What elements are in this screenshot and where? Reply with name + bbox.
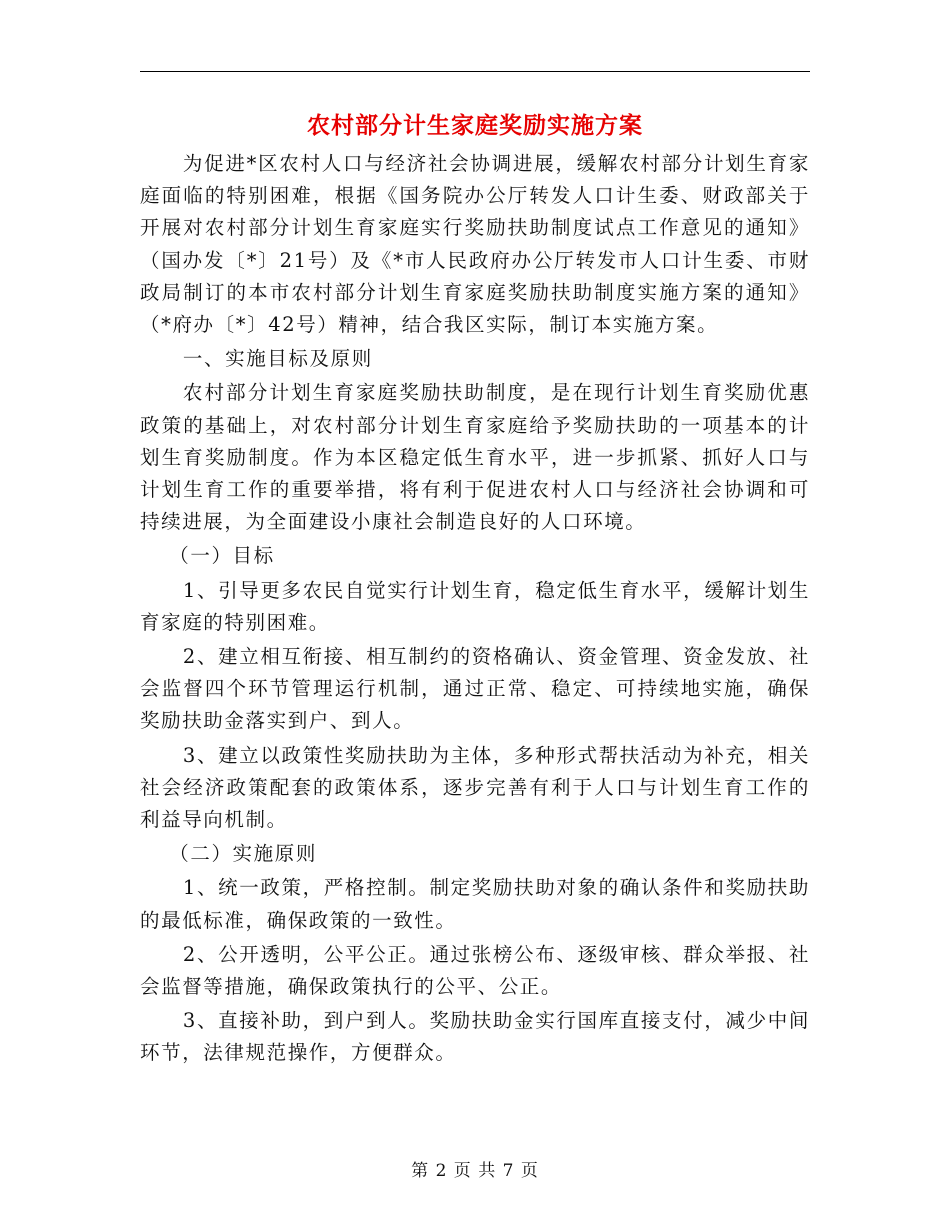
document-title: 农村部分计生家庭奖励实施方案 [307, 112, 643, 139]
principle-item-3: 3、直接补助，到户到人。奖励扶助金实行国库直接支付，减少中间环节，法律规范操作，方便群众。 [140, 1009, 810, 1065]
goal-item-2: 2、建立相互衔接、相互制约的资格确认、资金管理、资金发放、社会监督四个环节管理运行机制，通过正常、稳定、可持续地实施，确保奖励扶助金落实到户、到人。 [140, 645, 810, 733]
principle-item-2: 2、公开透明，公平公正。通过张榜公布、逐级审核、群众举报、社会监督等措施，确保政策执行的公平、公正。 [140, 942, 810, 999]
section-heading-1: 一、实施目标及原则 [182, 347, 373, 371]
goal-item-3: 3、建立以政策性奖励扶助为主体，多种形式帮扶活动为补充，相关社会经济政策配套的政策体系，逐步完善有利于人口与计划生育工作的利益导向机制。 [140, 743, 810, 832]
paragraph-section-1: 农村部分计划生育家庭奖励扶助制度，是在现行计划生育奖励优惠政策的基础上，对农村部分计划生育家庭给予奖励扶助的一项基本的计划生育奖励制度。作为本区稳定低生育水平，进一步抓紧、抓好人口与计划生育工作的重要举措，将有利于促进农村人口与经济社会协调和可持续进展，为全面建设小康社会制造良好的人口环境。 [140, 381, 810, 534]
paragraph-intro: 为促进*区农村人口与经济社会协调进展，缓解农村部分计划生育家庭面临的特别困难，根据《国务院办公厅转发人口计生委、财政部关于开展对农村部分计划生育家庭实行奖励扶助制度试点工作意见的通知》（国办发〔*〕21号）及《*市人民政府办公厅转发市人口计生委、市财政局制订的本市农村部分计划生育家庭奖励扶助制度实施方案的通知》（*府办〔*〕42号）精神，结合我区实际，制订本实施方案。 [140, 152, 810, 337]
principle-item-1: 1、统一政策，严格控制。制定奖励扶助对象的确认条件和奖励扶助的最低标准，确保政策的一致性。 [140, 876, 810, 932]
subsection-heading-goals: （一）目标 [169, 544, 275, 568]
goal-item-1: 1、引导更多农民自觉实行计划生育，稳定低生育水平，缓解计划生育家庭的特别困难。 [140, 578, 810, 634]
page-number: 第 2 页 共 7 页 [411, 1161, 539, 1181]
header-rule [140, 71, 810, 72]
subsection-heading-principles: （二）实施原则 [169, 842, 317, 866]
document-body [140, 148, 810, 1072]
